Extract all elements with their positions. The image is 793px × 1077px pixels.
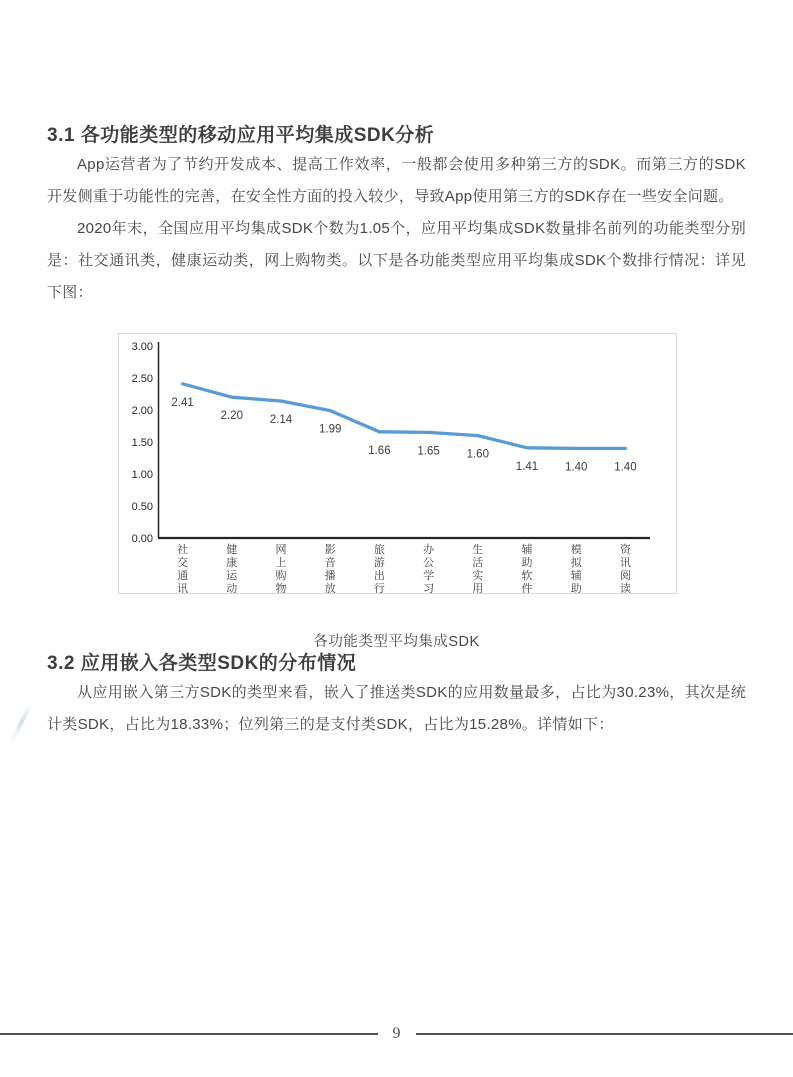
svg-text:办公学习: 办公学习 xyxy=(423,544,435,593)
svg-text:1.99: 1.99 xyxy=(319,423,342,436)
svg-text:2.41: 2.41 xyxy=(171,396,194,409)
svg-text:网上购物: 网上购物 xyxy=(275,544,287,593)
sdk-line-chart-figure xyxy=(47,333,746,651)
page-content xyxy=(47,0,746,741)
svg-text:2.14: 2.14 xyxy=(269,414,293,427)
svg-text:1.41: 1.41 xyxy=(515,460,539,473)
section-3-1-paragraph-1: App运营者为了节约开发成本、提高工作效率，一般都会使用多种第三方的SDK。而第三方的SDK开发侧重于功能性的完善，在安全性方面的投入较少，导致App使用第三方的SDK存在一些安全问题。 xyxy=(47,156,746,205)
svg-text:健康运动: 健康运动 xyxy=(226,544,238,593)
svg-text:旅游出行: 旅游出行 xyxy=(373,544,385,593)
svg-text:2.50: 2.50 xyxy=(131,373,153,385)
svg-text:1.66: 1.66 xyxy=(368,444,391,457)
svg-text:资讯阅读: 资讯阅读 xyxy=(619,544,631,593)
footer-rule-right xyxy=(416,1033,793,1035)
svg-text:影音播放: 影音播放 xyxy=(324,544,336,593)
section-3-2-heading: 3.2 应用嵌入各类型SDK的分布情况 xyxy=(47,653,357,674)
svg-text:1.50: 1.50 xyxy=(131,437,153,449)
svg-text:辅助软件: 辅助软件 xyxy=(521,544,533,593)
svg-text:生活实用: 生活实用 xyxy=(472,544,484,593)
svg-text:2.00: 2.00 xyxy=(131,405,153,417)
svg-text:3.00: 3.00 xyxy=(131,341,153,353)
svg-text:1.40: 1.40 xyxy=(614,461,637,474)
svg-text:模拟辅助: 模拟辅助 xyxy=(570,544,582,593)
svg-text:0.00: 0.00 xyxy=(131,533,153,545)
chart-caption: 各功能类型平均集成SDK xyxy=(313,634,480,650)
svg-text:2.20: 2.20 xyxy=(220,410,243,423)
line-chart-canvas xyxy=(119,334,676,593)
footer-rule-left xyxy=(0,1033,378,1035)
page-footer xyxy=(0,1022,793,1046)
svg-text:1.65: 1.65 xyxy=(417,445,440,458)
svg-text:1.60: 1.60 xyxy=(466,448,489,461)
svg-text:1.00: 1.00 xyxy=(131,469,153,481)
svg-text:1.40: 1.40 xyxy=(565,461,588,474)
svg-text:0.50: 0.50 xyxy=(131,501,153,513)
section-3-1-heading: 3.1 各功能类型的移动应用平均集成SDK分析 xyxy=(47,125,435,146)
svg-text:社交通讯: 社交通讯 xyxy=(177,544,189,593)
section-3-1-paragraph-2: 2020年末，全国应用平均集成SDK个数为1.05个，应用平均集成SDK数量排名前列的功能类型分别是：社交通讯类，健康运动类，网上购物类。以下是各功能类型应用平均集成SDK个数排行情况：详见下图： xyxy=(47,220,746,301)
watermark-smudge xyxy=(8,704,32,747)
sdk-line-chart xyxy=(118,333,677,594)
section-3-2-paragraph-1: 从应用嵌入第三方SDK的类型来看，嵌入了推送类SDK的应用数量最多，占比为30.23%，其次是统计类SDK，占比为18.33%；位列第三的是支付类SDK，占比为15.28%。详情如下： xyxy=(47,684,746,733)
page-number: 9 xyxy=(392,1025,401,1042)
